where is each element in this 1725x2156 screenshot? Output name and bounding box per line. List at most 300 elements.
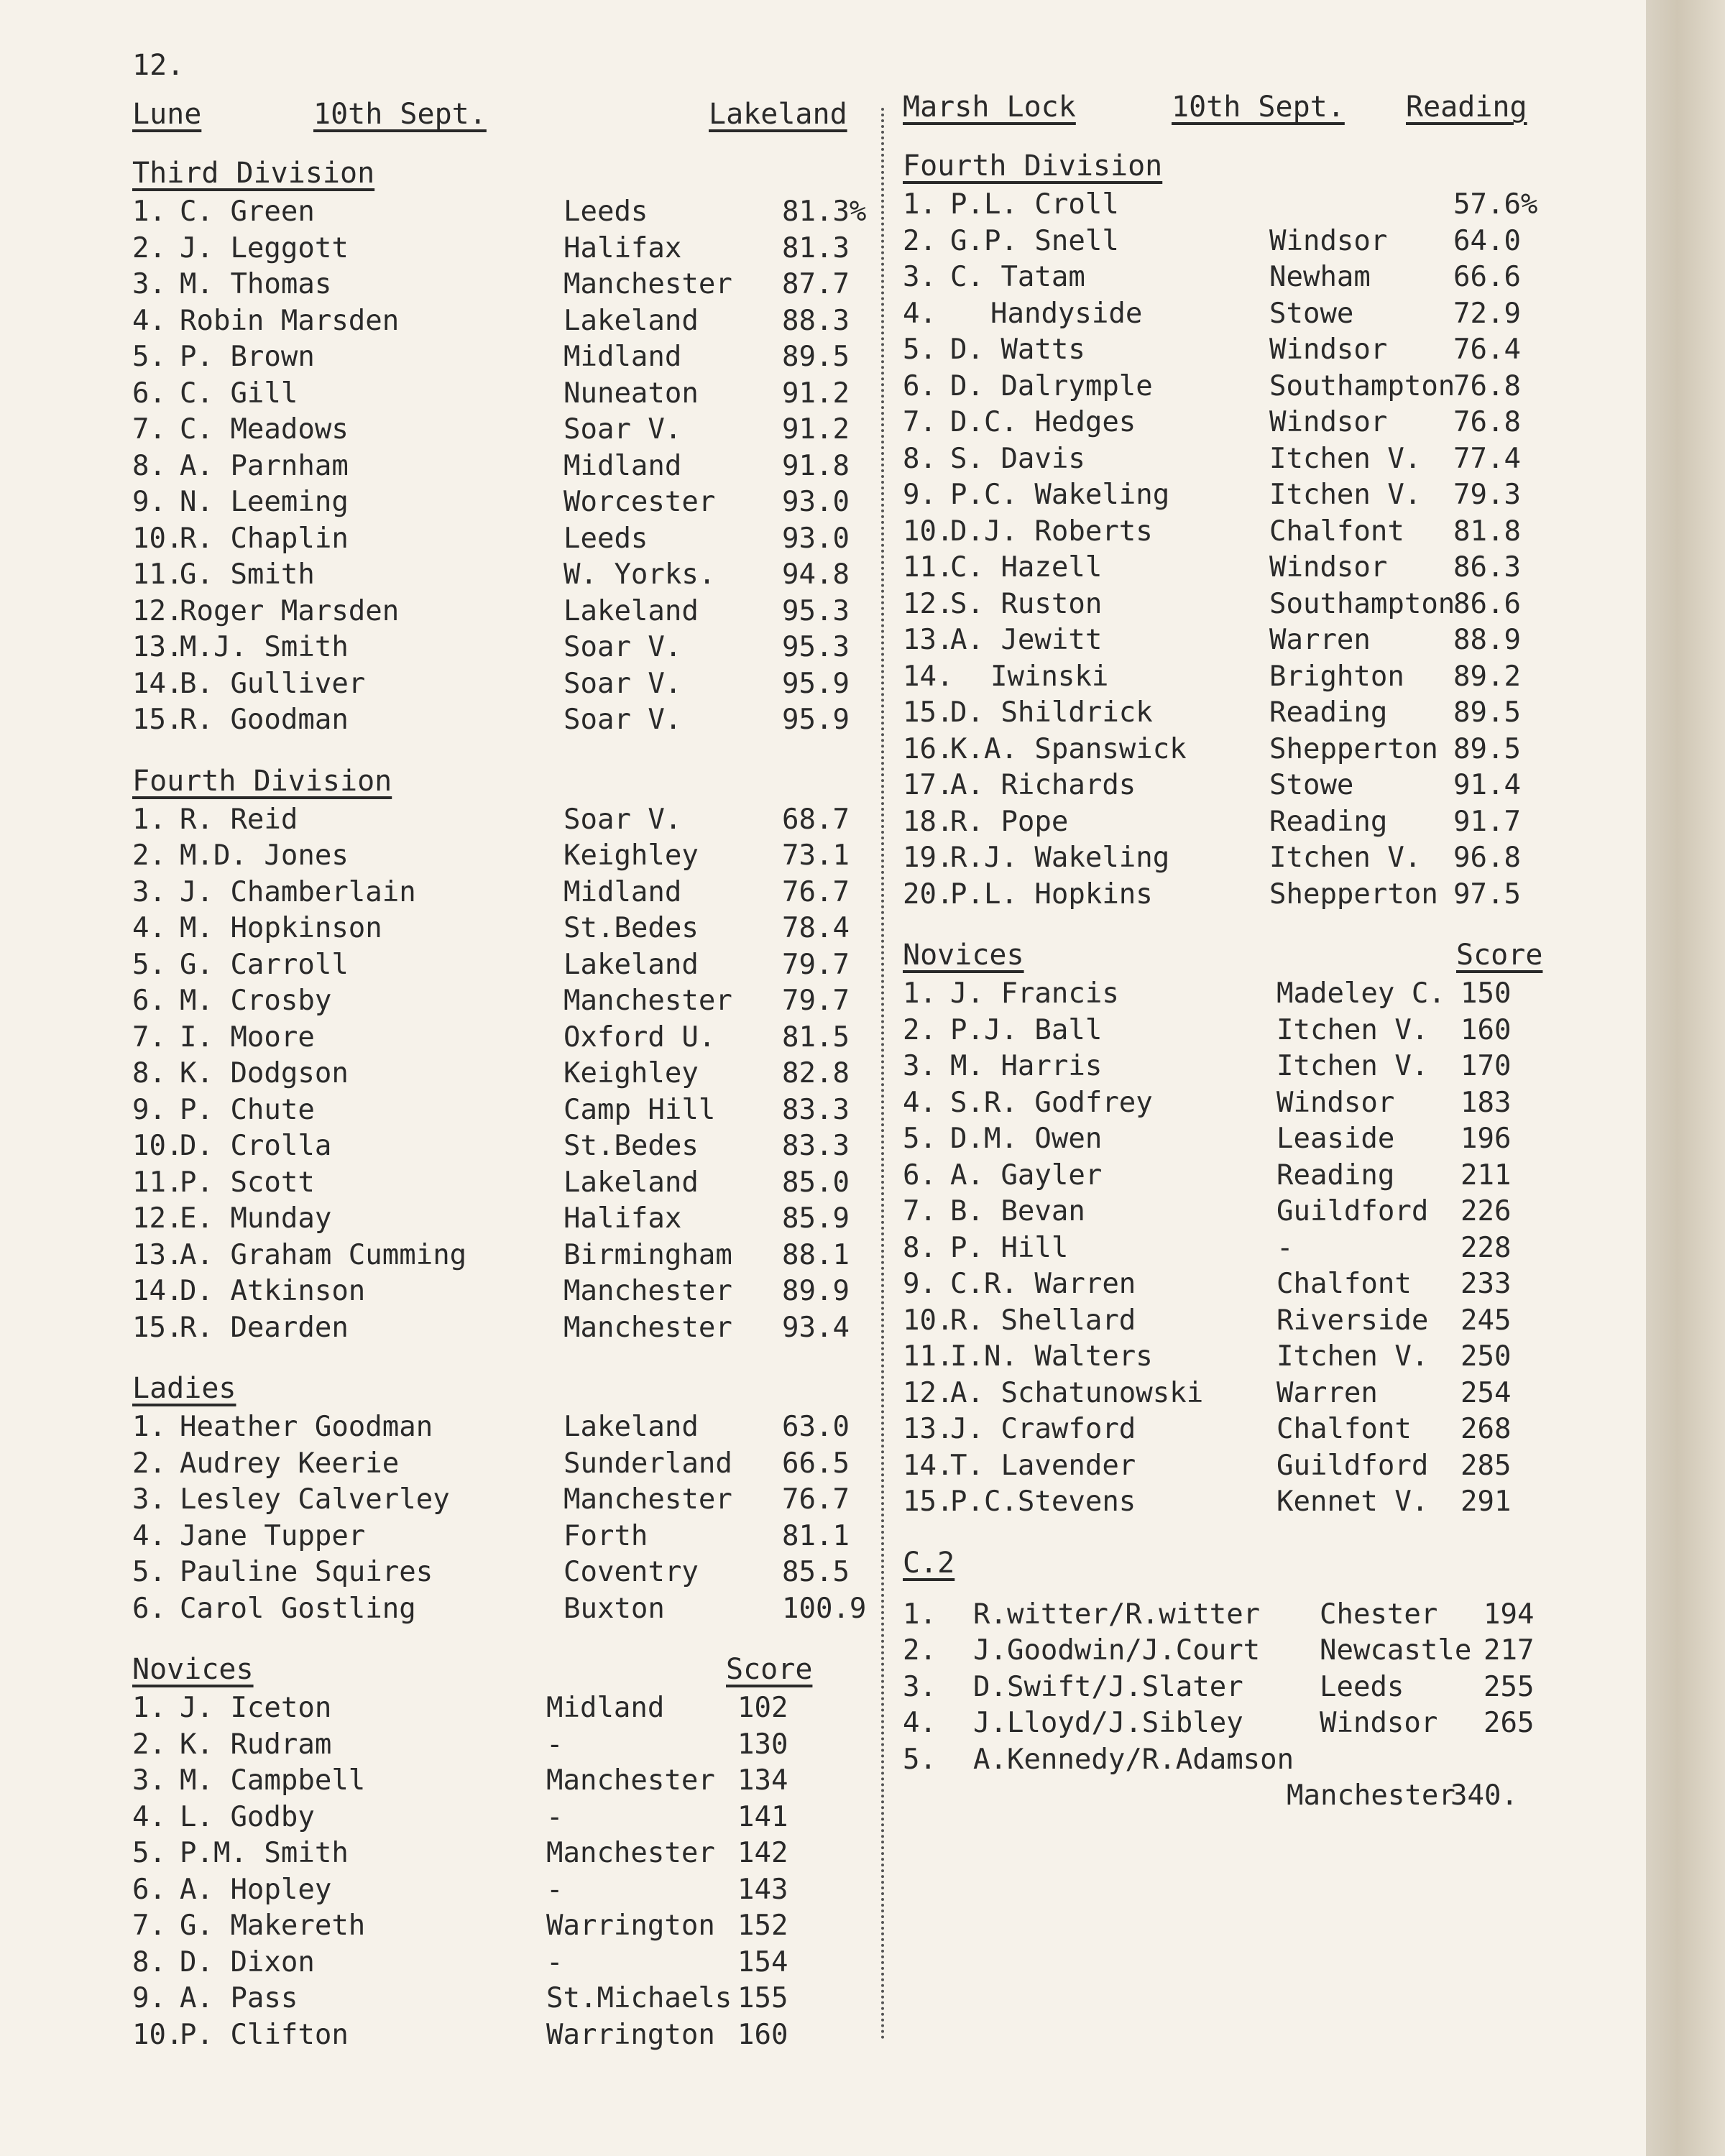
result-row [132,1945,865,1981]
cell-result: 155 [737,1982,788,2014]
result-row [903,224,1564,260]
cell-name: J. Iceton [180,1692,332,1724]
section-title [132,152,865,194]
result-row [903,1376,1564,1412]
cell-club: Keighley [564,839,699,872]
cell-club: - [546,1945,564,1978]
cell-result: 87.7 [782,268,850,300]
cell-position: 12. [132,1202,183,1235]
cell-name: B. Bevan [950,1195,1085,1227]
section-title-text: Third Division [132,157,375,190]
cell-result: 89.5 [1453,732,1521,765]
c2-cell-result: 194 [1484,1598,1535,1631]
result-row [903,1194,1564,1230]
score-header: Score [1456,939,1543,972]
c2-row [903,1705,1564,1742]
cell-result: 152 [737,1909,788,1942]
result-row [903,332,1564,369]
result-row [132,484,865,521]
result-row [132,630,865,666]
cell-position: 7. [132,1909,166,1942]
result-row [132,1238,865,1274]
result-row [132,231,865,267]
cell-position: 17. [903,769,954,801]
right-club: Reading [1406,91,1527,124]
binding-edge [1646,0,1725,2156]
cell-result: 88.1 [782,1238,850,1271]
cell-result: 291 [1460,1485,1512,1518]
cell-club: Itchen V. [1276,1050,1429,1082]
cell-result: 254 [1460,1376,1512,1409]
cell-result: 102 [737,1692,788,1724]
c2-results [903,1597,1564,1779]
cell-position: 15. [903,1485,954,1518]
cell-club: Windsor [1269,333,1388,366]
cell-name: P.C.Stevens [950,1485,1136,1518]
cell-club: Manchester [546,1764,715,1797]
cell-position: 5. [132,1837,166,1869]
cell-result: 68.7 [782,803,850,836]
cell-club: Warren [1269,624,1371,656]
cell-club: W. Yorks. [564,558,716,591]
cell-position: 10. [903,1304,954,1337]
left-club: Lakeland [709,98,847,131]
cell-position: 5. [903,333,937,366]
cell-name: P. Clifton [180,2018,349,2051]
cell-club: Oxford U. [564,1021,716,1054]
left-venue: Lune [132,98,202,131]
c2-cell-position: 2. [903,1634,937,1667]
column-divider [881,108,884,2041]
result-row [132,1201,865,1238]
result-row [903,1266,1564,1303]
cell-result: 89.9 [782,1275,850,1307]
cell-name: J. Francis [950,977,1119,1010]
cell-club: Nuneaton [564,377,699,410]
cell-result: 95.9 [782,667,850,700]
section-title [903,934,1564,976]
cell-club: Forth [564,1519,648,1552]
cell-position: 10. [132,522,183,555]
cell-result: 91.2 [782,377,850,410]
cell-club: St.Bedes [564,912,699,944]
cell-position: 10. [132,2018,183,2051]
result-row [132,1310,865,1347]
cell-name: P. Brown [180,341,315,373]
cell-name: S.R. Godfrey [950,1086,1153,1119]
cell-name: Robin Marsden [180,304,400,337]
cell-position: 5. [903,1123,937,1155]
cell-name: M.J. Smith [180,631,349,663]
cell-position: 15. [132,1311,183,1344]
cell-club: Chalfont [1276,1268,1412,1300]
result-row [903,1484,1564,1521]
result-row [132,1981,865,2017]
cell-position: 4. [132,1519,166,1552]
result-row [903,768,1564,804]
cell-name: A. Hopley [180,1873,332,1906]
result-row [132,1908,865,1945]
cell-club: Riverside [1276,1304,1429,1337]
cell-name: Iwinski [990,660,1109,693]
cell-club: Kennet V. [1276,1485,1429,1518]
cell-result: 160 [1460,1013,1512,1046]
cell-name: C. Green [180,195,315,228]
cell-name: D. Shildrick [950,696,1153,729]
cell-result: 66.5 [782,1447,850,1480]
cell-result: 95.9 [782,704,850,736]
cell-position: 5. [132,948,166,981]
section-title [132,1649,865,1690]
cell-position: 3. [132,268,166,300]
c2-cell-result: 265 [1484,1707,1535,1739]
cell-position: 9. [132,1093,166,1126]
result-row [132,1273,865,1310]
c2-cell-result: 255 [1484,1670,1535,1703]
cell-club: Guildford [1276,1449,1429,1482]
cell-club: Midland [564,449,682,482]
cell-name: D. Dalrymple [950,369,1153,402]
cell-position: 5. [132,1556,166,1588]
section-title [903,145,1564,187]
cell-club: Windsor [1269,406,1388,438]
cell-club: Warrington [546,2018,715,2051]
cell-name: D. Atkinson [180,1275,366,1307]
result-row [903,976,1564,1013]
cell-name: M. Crosby [180,985,332,1017]
c2-last-club: Manchester [1287,1779,1455,1812]
cell-result: 91.8 [782,449,850,482]
cell-club: Manchester [564,1311,732,1344]
cell-name: J. Chamberlain [180,875,416,908]
cell-result: 79.3 [1453,479,1521,511]
result-row [132,267,865,303]
cell-position: 2. [132,1728,166,1761]
result-row [132,947,865,984]
cell-position: 4. [132,912,166,944]
cell-result: 250 [1460,1340,1512,1373]
cell-club: Manchester [564,1275,732,1307]
cell-position: 11. [903,551,954,584]
cell-position: 3. [903,261,937,293]
cell-club: Lakeland [564,948,699,981]
cell-name: I.N. Walters [950,1340,1153,1373]
cell-position: 14. [903,660,954,693]
result-row [132,2017,865,2054]
cell-name: P.M. Smith [180,1837,349,1869]
cell-result: 81.8 [1453,515,1521,548]
cell-name: D. Crolla [180,1130,332,1162]
cell-position: 7. [903,406,937,438]
result-row [132,1092,865,1129]
cell-name: L. Godby [180,1800,315,1833]
cell-position: 7. [132,413,166,446]
cell-name: S. Davis [950,442,1085,475]
c2-cell-position: 1. [903,1598,937,1631]
result-row [903,840,1564,877]
cell-position: 15. [132,704,183,736]
cell-club: Chalfont [1269,515,1404,548]
result-row [903,1411,1564,1448]
cell-name: R. Chaplin [180,522,349,555]
cell-position: 2. [132,1447,166,1480]
cell-position: 16. [903,732,954,765]
cell-position: 6. [132,985,166,1017]
cell-result: 81.3 [782,231,850,264]
result-row [903,1448,1564,1485]
cell-position: 11. [903,1340,954,1373]
result-row [132,983,865,1020]
cell-club: Midland [564,875,682,908]
result-row [132,666,865,703]
cell-name: E. Munday [180,1202,332,1235]
cell-result: 141 [737,1800,788,1833]
c2-cell-club: Windsor [1320,1707,1438,1739]
cell-result: 268 [1460,1413,1512,1445]
cell-name: K.A. Spanswick [950,732,1187,765]
right-header [903,91,1564,132]
cell-result: 86.6 [1453,587,1521,620]
cell-name: J. Crawford [950,1413,1136,1445]
result-row [132,594,865,630]
c2-cell-result: 217 [1484,1634,1535,1667]
cell-result: 96.8 [1453,842,1521,874]
cell-club: Buxton [564,1592,665,1625]
section-title-text: Novices [903,939,1024,972]
result-row [903,441,1564,478]
section-title-text: Fourth Division [903,149,1163,183]
cell-name: R.J. Wakeling [950,842,1170,874]
cell-position: 3. [132,875,166,908]
cell-name: P. Chute [180,1093,315,1126]
cell-club: Warren [1276,1376,1378,1409]
c2-cell-position: 4. [903,1707,937,1739]
cell-club: Southampton [1269,369,1455,402]
cell-name: A. Parnham [180,449,349,482]
cell-name: C. Tatam [950,261,1085,293]
cell-position: 19. [903,842,954,874]
right-column [903,91,1564,1815]
result-row [903,1230,1564,1267]
cell-position: 11. [132,558,183,591]
left-column [132,98,865,2053]
cell-name: Lesley Calverley [180,1483,450,1516]
c2-row [903,1597,1564,1634]
result-row [903,1158,1564,1194]
cell-position: 12. [903,587,954,620]
cell-result: 76.7 [782,1483,850,1516]
cell-name: Carol Gostling [180,1592,416,1625]
cell-name: R. Pope [950,805,1069,838]
result-row [903,804,1564,841]
result-row [132,303,865,340]
cell-club: Brighton [1269,660,1404,693]
c2-row [903,1633,1564,1669]
cell-result: 150 [1460,977,1512,1010]
right-sections [903,145,1564,1521]
cell-result: 97.5 [1453,877,1521,911]
cell-club: Leaside [1276,1123,1395,1155]
cell-name: A. Graham Cumming [180,1238,467,1271]
cell-club: Reading [1276,1158,1395,1192]
cell-result: 91.7 [1453,805,1521,838]
c2-cell-club: Chester [1320,1598,1438,1631]
cell-result: 143 [737,1873,788,1906]
cell-result: 285 [1460,1449,1512,1482]
cell-position: 15. [903,696,954,729]
cell-position: 13. [903,624,954,656]
cell-name: D. Watts [950,333,1085,366]
cell-name: C. Hazell [950,551,1103,584]
cell-name: A. Richards [950,769,1136,801]
cell-position: 2. [903,1013,937,1046]
cell-result: 85.5 [782,1556,850,1588]
cell-position: 12. [132,594,183,627]
result-row [903,1339,1564,1376]
cell-result: 57.6% [1453,188,1538,221]
cell-result: 76.8 [1453,406,1521,438]
cell-name: A. Schatunowski [950,1376,1204,1409]
cell-club: Windsor [1269,551,1388,584]
result-row [903,369,1564,405]
cell-name: G. Smith [180,558,315,591]
cell-club: Manchester [546,1837,715,1869]
cell-result: 233 [1460,1268,1512,1300]
result-row [903,477,1564,514]
cell-club: Shepperton [1269,732,1438,765]
result-row [903,259,1564,296]
cell-club: Manchester [564,985,732,1017]
cell-position: 14. [132,667,183,700]
cell-result: 76.8 [1453,369,1521,402]
result-row [132,1727,865,1764]
cell-club: Warrington [546,1909,715,1942]
cell-result: 142 [737,1837,788,1869]
cell-position: 6. [132,1592,166,1625]
result-row [903,405,1564,441]
cell-result: 93.4 [782,1311,850,1344]
result-row [132,1446,865,1483]
cell-position: 18. [903,805,954,838]
cell-position: 4. [132,304,166,337]
cell-name: G. Makereth [180,1909,366,1942]
c2-row [903,1742,1564,1779]
result-row [903,1121,1564,1158]
result-row [903,1049,1564,1085]
cell-position: 7. [132,1021,166,1054]
result-row [903,1303,1564,1340]
cell-club: Midland [546,1692,665,1724]
cell-position: 9. [903,479,937,511]
cell-position: 13. [132,631,183,663]
cell-result: 89.5 [1453,696,1521,729]
cell-position: 4. [903,297,937,330]
cell-position: 1. [132,195,166,228]
cell-result: 63.0 [782,1411,850,1443]
cell-result: 77.4 [1453,442,1521,475]
cell-position: 11. [132,1166,183,1199]
left-header [132,98,865,139]
result-row [132,1165,865,1202]
cell-name: B. Gulliver [180,667,366,700]
cell-result: 154 [737,1945,788,1978]
cell-result: 88.3 [782,304,850,337]
cell-name: R. Shellard [950,1304,1136,1337]
cell-name: M. Campbell [180,1764,366,1797]
cell-position: 8. [132,1057,166,1089]
cell-position: 3. [132,1483,166,1516]
cell-position: 13. [903,1413,954,1445]
cell-result: 94.8 [782,558,850,591]
cell-name: Pauline Squires [180,1556,433,1588]
cell-result: 79.7 [782,985,850,1017]
result-row [903,550,1564,586]
cell-name: A. Jewitt [950,624,1103,656]
result-row [903,586,1564,623]
cell-position: 6. [903,1158,937,1192]
cell-club: Soar V. [564,631,682,663]
c2-cell-name: J.Goodwin/J.Court [973,1634,1261,1667]
cell-position: 4. [132,1800,166,1833]
cell-name: P. Hill [950,1231,1069,1264]
cell-result: 66.6 [1453,261,1521,293]
cell-name: K. Rudram [180,1728,332,1761]
cell-name: C. Meadows [180,413,349,446]
cell-result: 83.3 [782,1093,850,1126]
cell-club: Windsor [1276,1086,1395,1119]
result-row [903,1013,1564,1049]
cell-club: Southampton [1269,587,1455,620]
cell-position: 12. [903,1376,954,1409]
result-row [903,514,1564,550]
cell-name: S. Ruston [950,587,1103,620]
result-row [132,448,865,485]
cell-position: 3. [132,1764,166,1797]
cell-result: 81.3% [782,195,867,228]
cell-name: C. Gill [180,377,298,410]
cell-name: Handyside [990,297,1143,330]
result-row [132,702,865,739]
cell-position: 1. [903,188,937,221]
section-title [132,760,865,802]
c2-cell-name: J.Lloyd/J.Sibley [973,1707,1243,1739]
cell-position: 8. [903,442,937,475]
cell-result: 89.2 [1453,660,1521,693]
result-row [132,802,865,839]
cell-position: 14. [903,1449,954,1482]
cell-result: 211 [1460,1158,1512,1192]
right-date: 10th Sept. [1172,91,1345,124]
cell-result: 170 [1460,1050,1512,1082]
cell-position: 7. [903,1195,937,1227]
cell-club: Guildford [1276,1195,1429,1227]
cell-club: St.Bedes [564,1130,699,1162]
cell-result: 78.4 [782,912,850,944]
result-row [132,875,865,911]
cell-club: Soar V. [564,704,682,736]
cell-position: 10. [903,515,954,548]
result-row [132,521,865,558]
result-row [132,1409,865,1446]
result-row [132,1554,865,1591]
cell-club: Stowe [1269,297,1354,330]
cell-name: Heather Goodman [180,1411,433,1443]
cell-name: P.L. Croll [950,188,1119,221]
result-row [132,838,865,875]
result-row [132,339,865,376]
cell-result: 82.8 [782,1057,850,1089]
result-row [903,187,1564,224]
